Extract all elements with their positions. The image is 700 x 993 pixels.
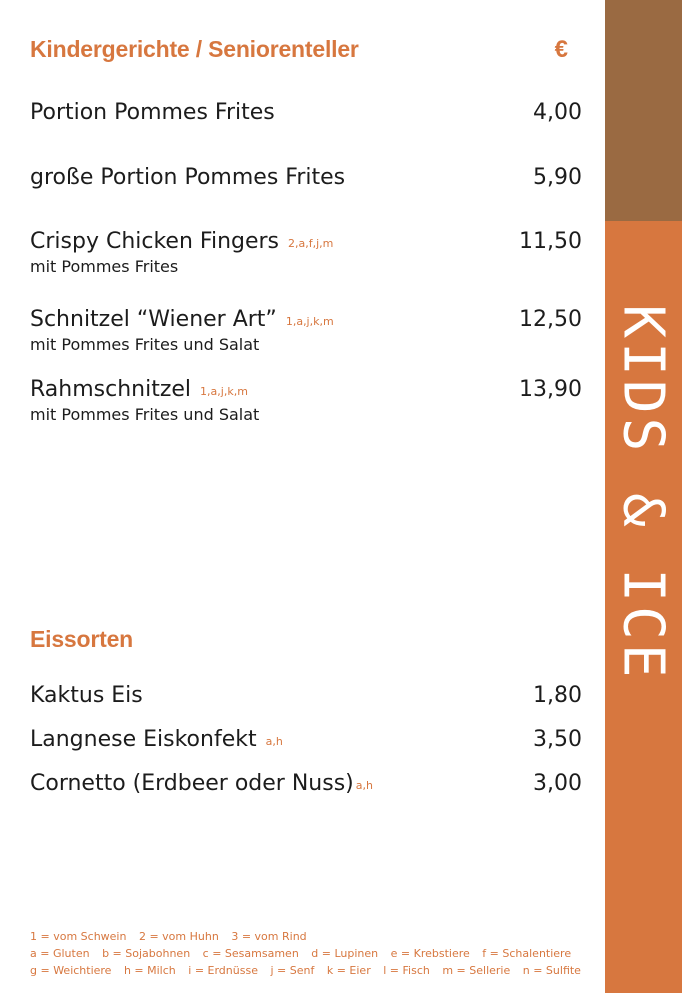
legend-entry: g = Weichtiere	[30, 964, 112, 977]
item-name: Rahmschnitzel	[30, 377, 192, 402]
item-price: 3,00	[533, 771, 582, 796]
menu-item-rahmschnitzel	[30, 377, 582, 425]
side-color-band	[605, 0, 682, 993]
item-allergens: a,h	[265, 735, 283, 748]
menu-item-pommes	[30, 100, 582, 126]
item-name: Portion Pommes Frites	[30, 100, 275, 125]
legend-entry: i = Erdnüsse	[188, 964, 258, 977]
item-name-row	[30, 727, 582, 755]
item-name: Kaktus Eis	[30, 683, 143, 708]
item-price: 11,50	[519, 229, 582, 254]
legend-entry: b = Sojabohnen	[102, 947, 191, 960]
item-description: mit Pommes Frites und Salat	[30, 405, 260, 424]
legend-entry: c = Sesamsamen	[202, 947, 299, 960]
legend-entry: h = Milch	[123, 964, 176, 977]
item-price: 1,80	[533, 683, 582, 708]
side-band-top	[605, 0, 682, 221]
allergen-legend	[30, 928, 590, 979]
legend-entry: l = Fisch	[383, 964, 430, 977]
menu-item-grosse-pommes	[30, 165, 582, 191]
item-price: 4,00	[533, 100, 582, 125]
legend-line-allergens-2	[30, 962, 590, 979]
item-name-row	[30, 229, 582, 257]
legend-entry: e = Krebstiere	[390, 947, 470, 960]
item-name: Schnitzel “Wiener Art”	[30, 307, 277, 332]
legend-entry: f = Schalentiere	[482, 947, 572, 960]
item-name-row	[30, 377, 582, 405]
legend-entry: 3 = vom Rind	[231, 930, 307, 943]
legend-entry: 1 = vom Schwein	[30, 930, 127, 943]
side-band-title: KIDS & ICE	[610, 304, 676, 682]
legend-line-meat	[30, 928, 590, 945]
currency-symbol: €	[554, 36, 568, 63]
item-name: Cornetto (Erdbeer oder Nuss)	[30, 771, 354, 796]
menu-item-cornetto	[30, 771, 582, 799]
menu-item-chicken-fingers	[30, 229, 582, 277]
item-price: 12,50	[519, 307, 582, 332]
menu-item-schnitzel-wiener	[30, 307, 582, 355]
item-allergens: 2,a,f,j,m	[288, 237, 334, 250]
item-name: große Portion Pommes Frites	[30, 165, 346, 190]
menu-item-kaktus-eis	[30, 683, 582, 709]
item-allergens: 1,a,j,k,m	[285, 315, 334, 328]
kids-section-heading: Kindergerichte / Seniorenteller	[30, 36, 359, 62]
item-name: Langnese Eiskonfekt	[30, 727, 257, 752]
item-allergens: 1,a,j,k,m	[200, 385, 248, 398]
legend-line-allergens-1	[30, 945, 590, 962]
menu-item-eiskonfekt	[30, 727, 582, 755]
legend-entry: a = Gluten	[30, 947, 90, 960]
item-name-row	[30, 307, 582, 335]
item-description: mit Pommes Frites	[30, 257, 179, 276]
legend-entry: n = Sulfite	[522, 964, 581, 977]
item-price: 3,50	[533, 727, 582, 752]
item-name-row	[30, 771, 582, 799]
item-description: mit Pommes Frites und Salat	[30, 335, 260, 354]
item-price: 5,90	[533, 165, 582, 190]
ice-section-heading: Eissorten	[30, 626, 134, 652]
legend-entry: d = Lupinen	[311, 947, 379, 960]
legend-entry: 2 = vom Huhn	[138, 930, 219, 943]
item-allergens: a,h	[355, 779, 373, 792]
legend-entry: k = Eier	[326, 964, 371, 977]
legend-entry: m = Sellerie	[442, 964, 511, 977]
item-price: 13,90	[519, 377, 582, 402]
item-name: Crispy Chicken Fingers	[30, 229, 280, 254]
legend-entry: j = Senf	[270, 964, 315, 977]
menu-page	[30, 0, 582, 993]
